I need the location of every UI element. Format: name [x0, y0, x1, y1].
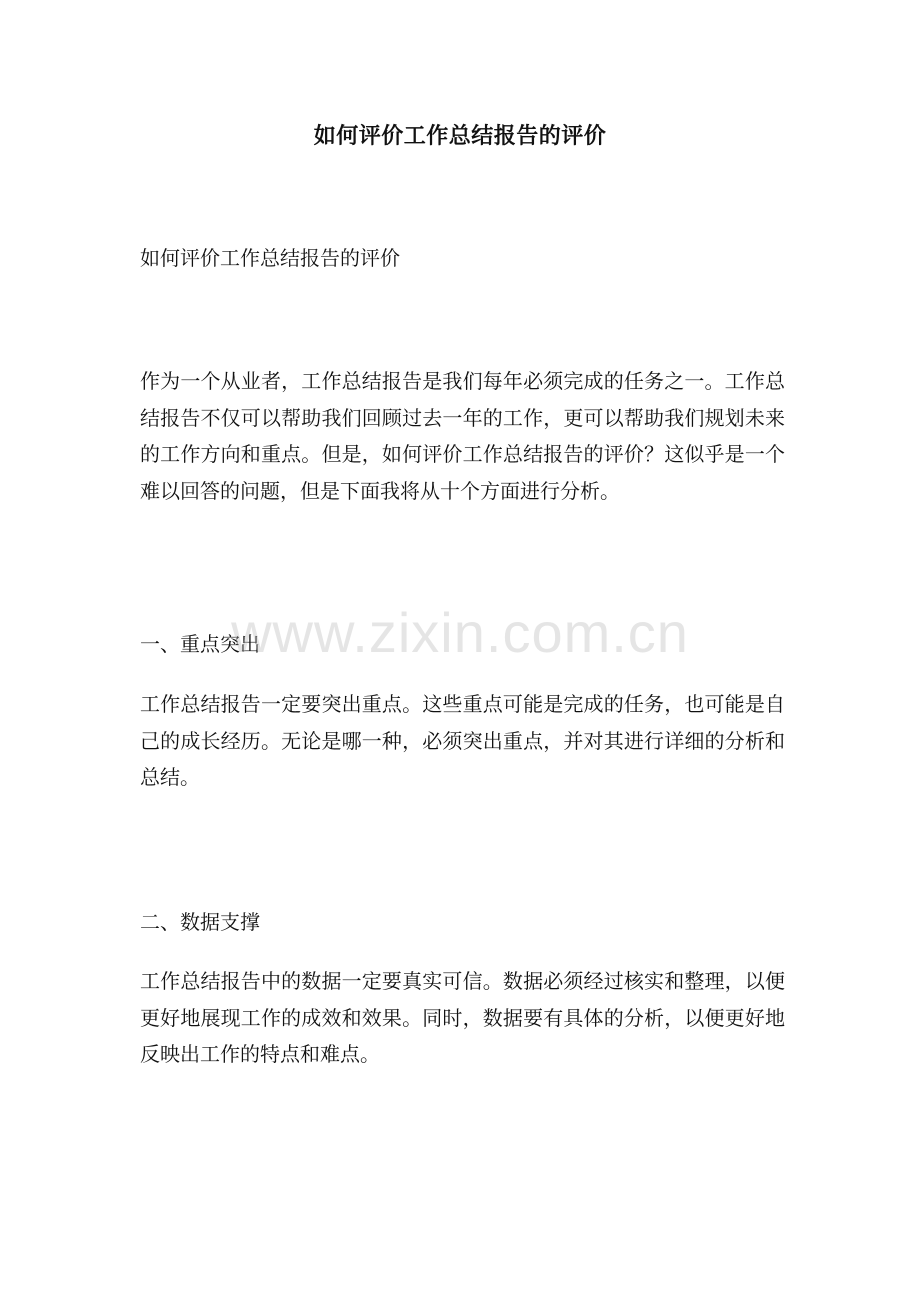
intro-paragraph: 作为一个从业者，工作总结报告是我们每年必须完成的任务之一。工作总结报告不仅可以帮助我们回顾过去一年的工作，更可以帮助我们规划未来的工作方向和重点。但是，如何评价工作总结报告的评价？这似乎是一个难以回答的问题，但是下面我将从十个方面进行分析。 [140, 369, 785, 503]
section-body-2: 工作总结报告中的数据一定要真实可信。数据必须经过核实和整理，以便更好地展现工作的成效和效果。同时，数据要有具体的分析，以便更好地反映出工作的特点和难点。 [140, 969, 785, 1066]
section-heading-2: 二、数据支撑 [140, 910, 260, 934]
watermark: www.zixin.com.cn [231, 601, 689, 664]
section-body-1: 工作总结报告一定要突出重点。这些重点可能是完成的任务，也可能是自己的成长经历。无论是哪一种，必须突出重点，并对其进行详细的分析和总结。 [140, 692, 785, 789]
document-title: 如何评价工作总结报告的评价 [313, 123, 607, 149]
document-subtitle: 如何评价工作总结报告的评价 [140, 246, 400, 270]
section-heading-1: 一、重点突出 [140, 632, 260, 656]
